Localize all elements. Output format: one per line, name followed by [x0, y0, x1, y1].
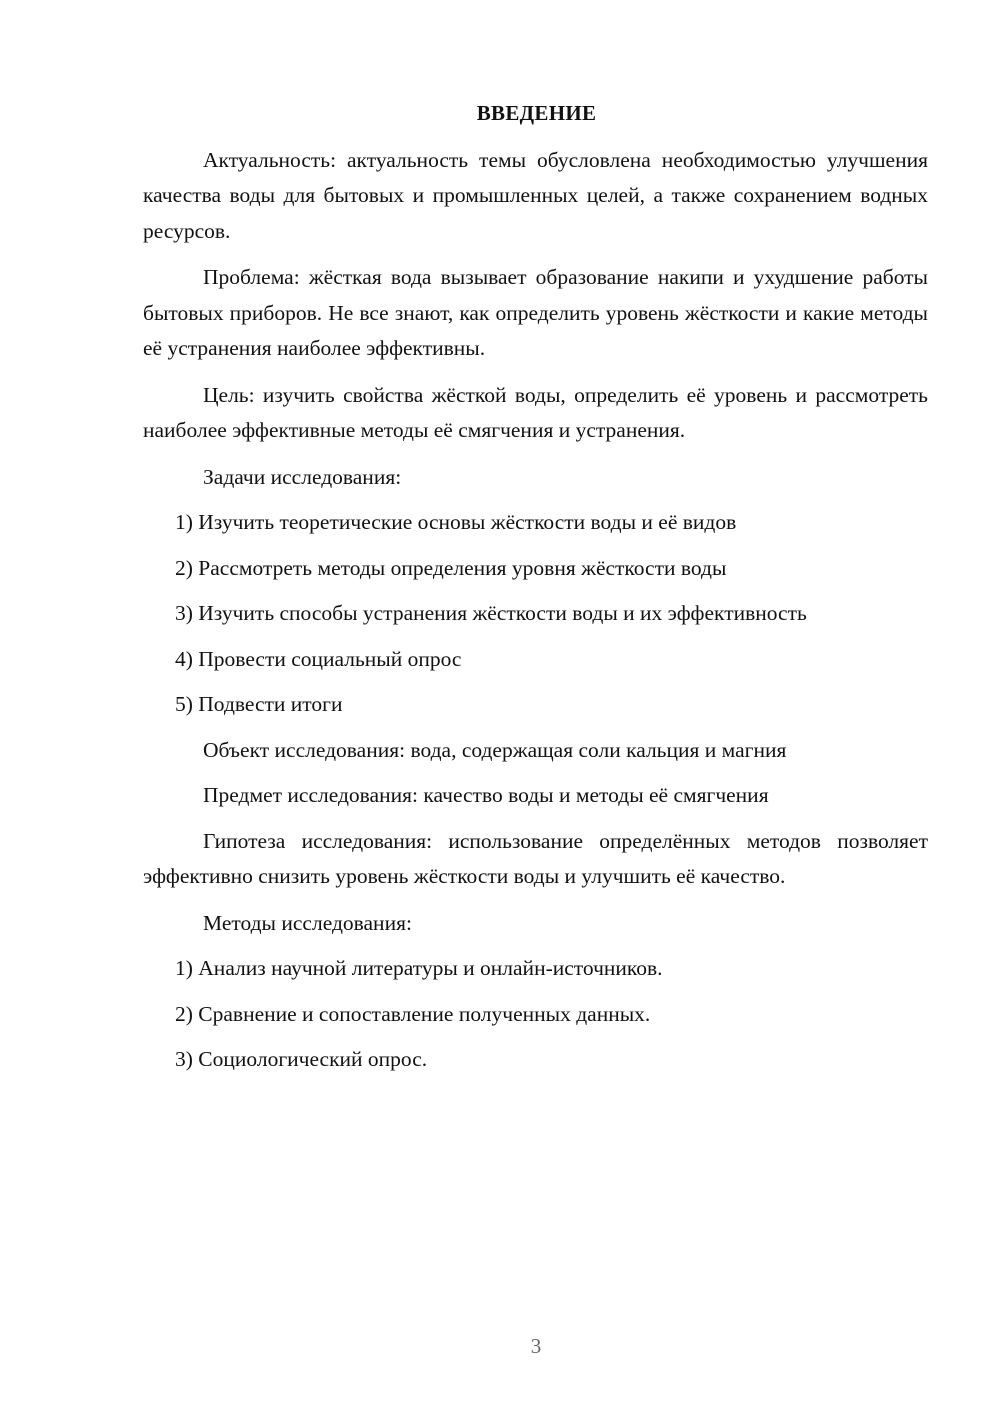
- method-item-1: 1) Анализ научной литературы и онлайн-источников.: [175, 956, 663, 980]
- task-item-2: 2) Рассмотреть методы определения уровня жёсткости воды: [175, 555, 727, 580]
- task-item-5: 5) Подвести итоги: [175, 692, 343, 716]
- tasks-list: [143, 505, 928, 723]
- section-title: ВВЕДЕНИЕ: [476, 101, 597, 125]
- method-item-2: 2) Сравнение и сопоставление полученных данных.: [175, 1001, 651, 1026]
- task-item-1: 1) Изучить теоретические основы жёсткости воды и её видов: [175, 510, 737, 534]
- method-item-3: 3) Социологический опрос.: [175, 1047, 428, 1071]
- tasks-label: Задачи исследования:: [203, 464, 402, 489]
- goal-paragraph: Цель: изучить свойства жёсткой воды, определить её уровень и рассмотреть наиболее эффективные методы её смягчения и устранения.: [143, 382, 928, 442]
- object-line: Объект исследования: вода, содержащая соли кальция и магния: [203, 737, 787, 762]
- task-item-3: 3) Изучить способы устранения жёсткости воды и их эффективность: [175, 601, 807, 625]
- methods-label: Методы исследования:: [203, 910, 412, 935]
- subject-line: Предмет исследования: качество воды и методы её смягчения: [203, 783, 769, 807]
- task-item-4: 4) Провести социальный опрос: [175, 646, 462, 671]
- methods-list: [143, 951, 928, 1078]
- relevance-paragraph: Актуальность: актуальность темы обусловлена необходимостью улучшения качества воды для бытовых и промышленных целей, а также сохранением водных ресурсов.: [143, 147, 928, 243]
- hypothesis-paragraph: Гипотеза исследования: использование определённых методов позволяет эффективно снизить уровень жёсткости воды и улучшить её качество.: [143, 828, 928, 888]
- page-content: [143, 96, 928, 1088]
- problem-paragraph: Проблема: жёсткая вода вызывает образование накипи и ухудшение работы бытовых приборов. Не все знают, как определить уровень жёсткости и какие методы её устранения наиболее эффективны.: [143, 265, 928, 360]
- page-number: 3: [530, 1334, 542, 1358]
